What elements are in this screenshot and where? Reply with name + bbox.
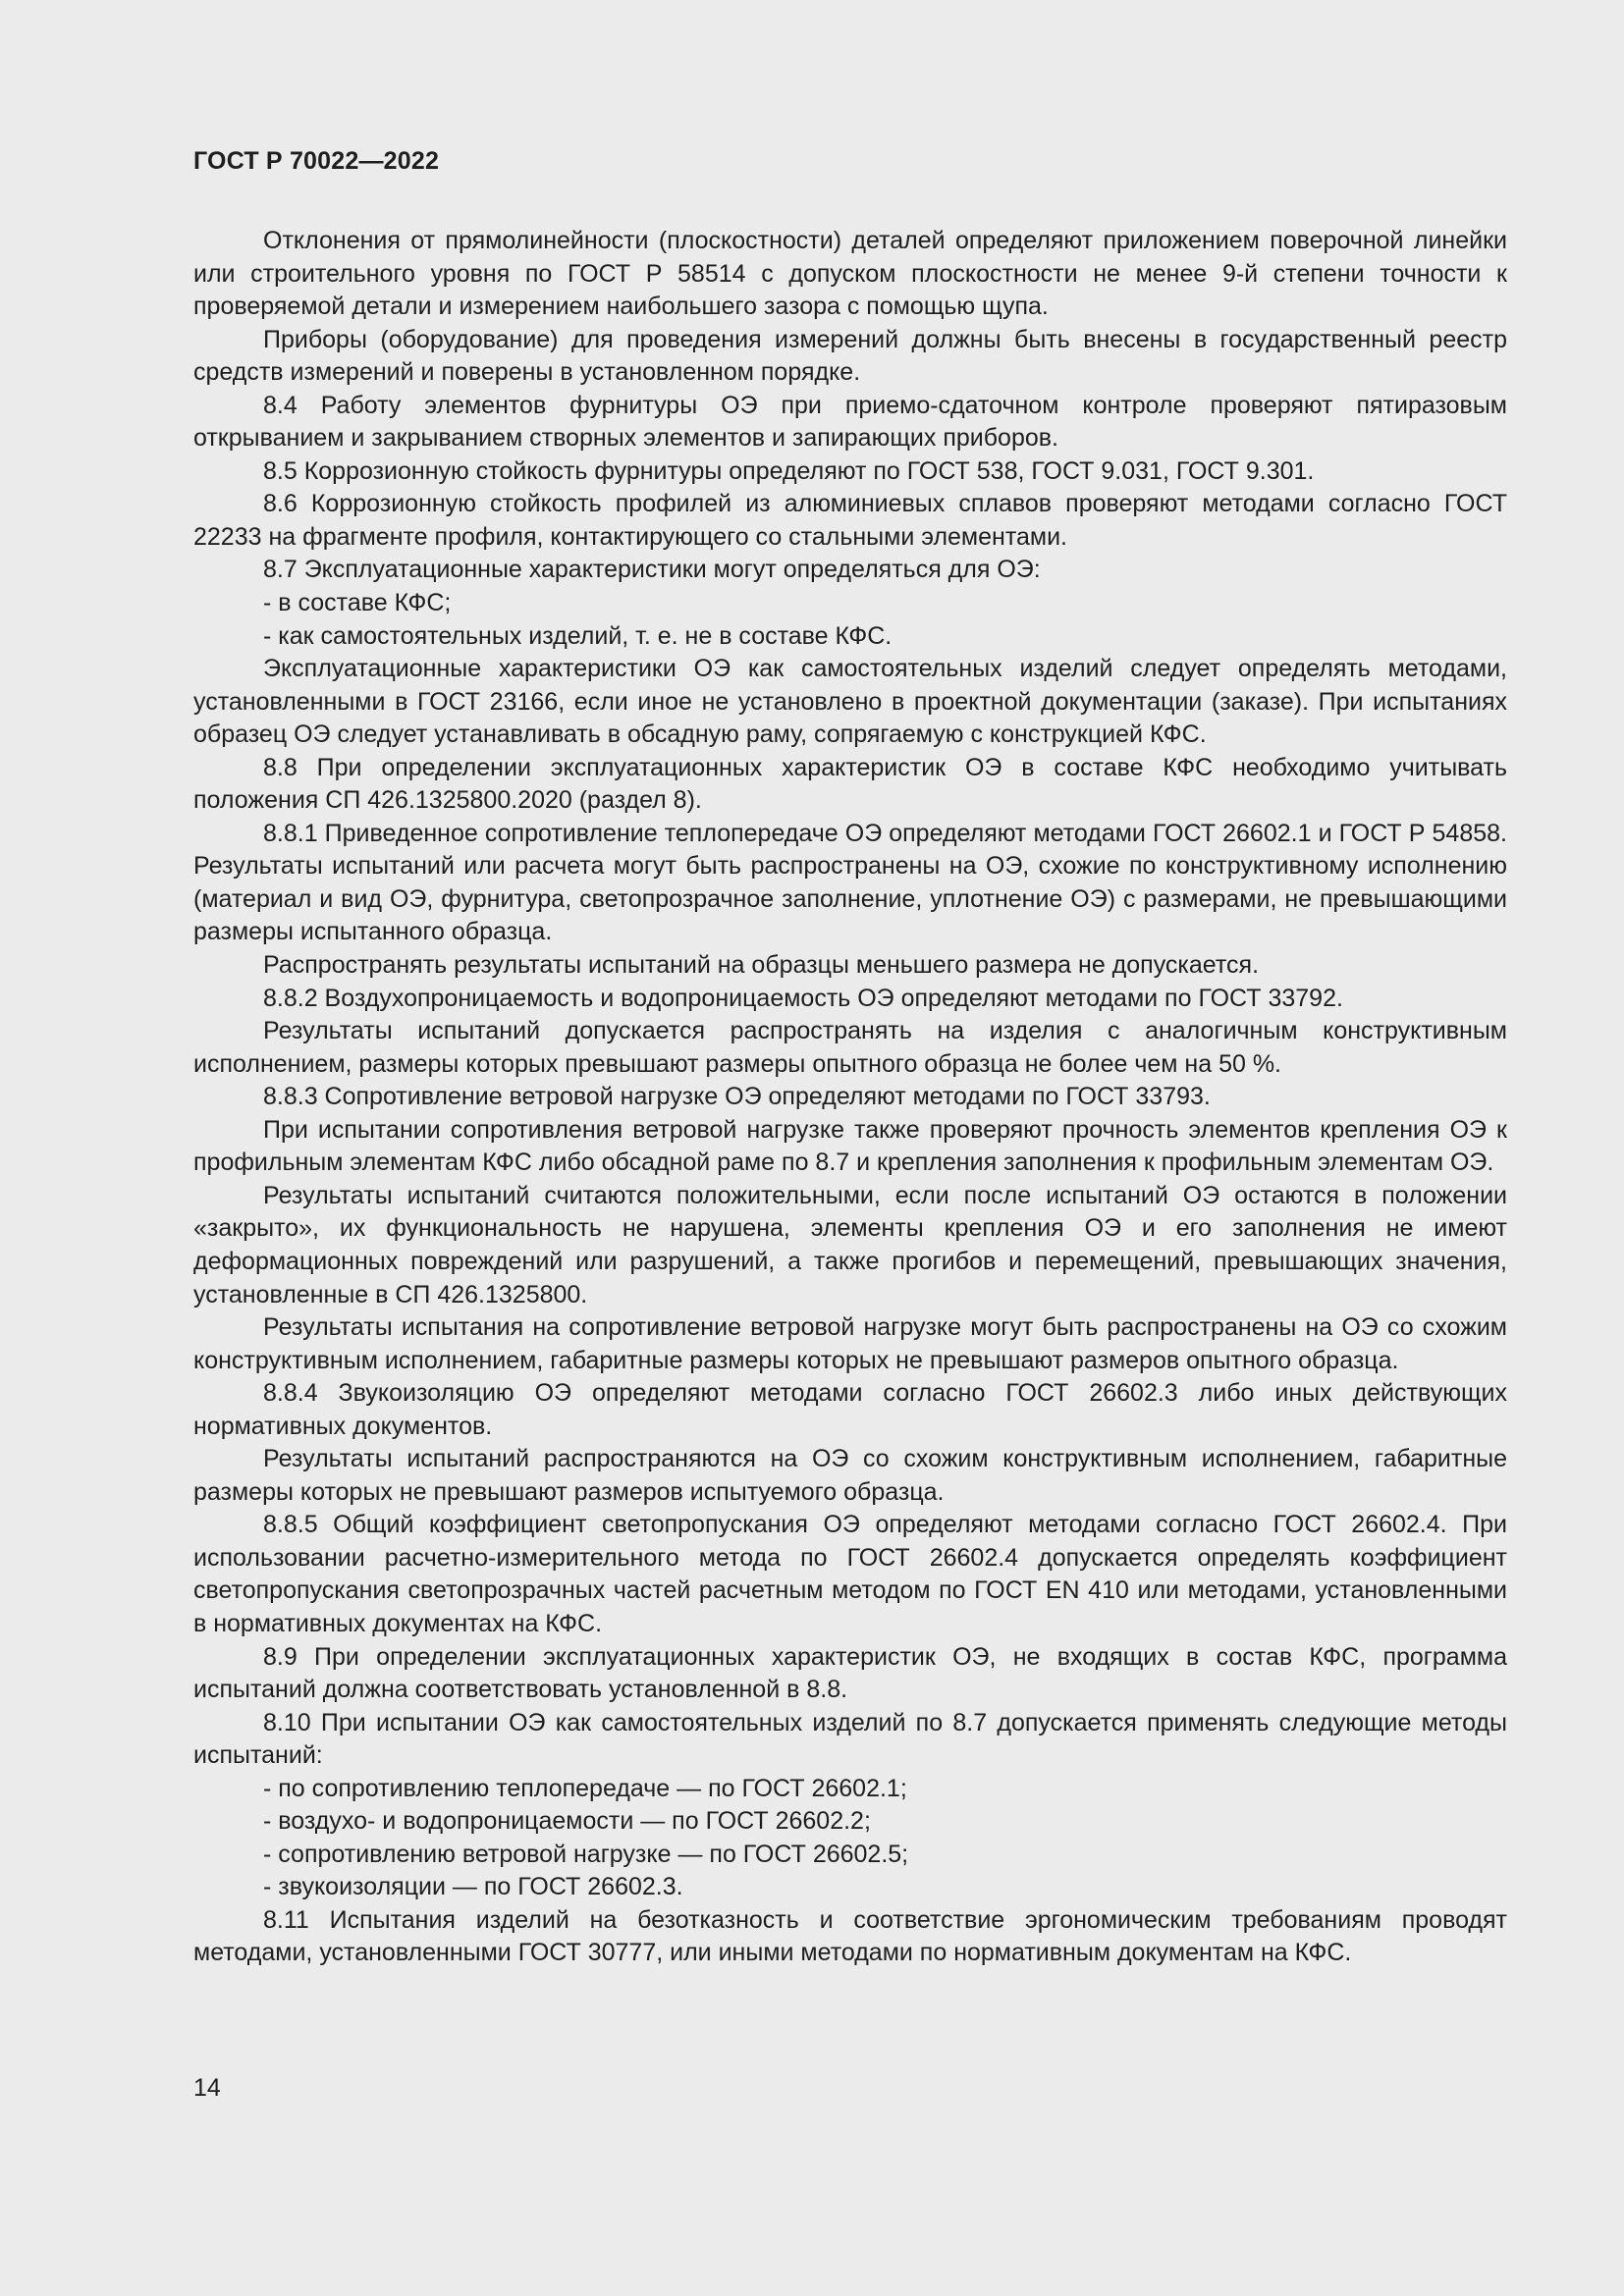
paragraph: 8.4 Работу элементов фурнитуры ОЭ при приемо-сдаточном контроле проверяют пятиразовым открыванием и закрыванием створных элементов и запирающих приборов. bbox=[193, 391, 1507, 453]
paragraph: 8.9 При определении эксплуатационных характеристик ОЭ, не входящих в состав КФС, программа испытаний должна соответствовать установленной в 8.8. bbox=[193, 1642, 1507, 1704]
paragraph: 8.6 Коррозионную стойкость профилей из алюминиевых сплавов проверяют методами согласно ГОСТ 22233 на фрагменте профиля, контактирующего со стальными элементами. bbox=[193, 490, 1507, 551]
document-body bbox=[193, 225, 1507, 1970]
paragraph: 8.8 При определении эксплуатационных характеристик ОЭ в составе КФС необходимо учитывать положения СП 426.1325800.2020 (раздел 8). bbox=[193, 753, 1507, 815]
paragraph: Распространять результаты испытаний на образцы меньшего размера не допускается. bbox=[263, 951, 1260, 980]
paragraph: 8.5 Коррозионную стойкость фурнитуры определяют по ГОСТ 538, ГОСТ 9.031, ГОСТ 9.301. bbox=[263, 456, 1315, 485]
paragraph: Отклонения от прямолинейности (плоскостности) деталей определяют приложением поверочной линейки или строительного уровня по ГОСТ Р 58514 с допуском плоскостности не менее 9-й степени точности к проверяемой детали и измерением наибольшего зазора с помощью щупа. bbox=[193, 227, 1507, 321]
paragraph: 8.11 Испытания изделий на безотказность и соответствие эргономическим требованиям проводят методами, установленными ГОСТ 30777, или иными методами по нормативным документам на КФС. bbox=[193, 1905, 1507, 1967]
list-item: - воздухо- и водопроницаемости — по ГОСТ 26602.2; bbox=[263, 1807, 871, 1836]
paragraph: Результаты испытания на сопротивление ветровой нагрузке могут быть распространены на ОЭ со схожим конструктивным исполнением, габаритные размеры которых не превышают размеров опытного образца. bbox=[193, 1313, 1507, 1374]
paragraph: Результаты испытаний считаются положительными, если после испытаний ОЭ остаются в положении «закрыто», их функциональность не нарушена, элементы крепления ОЭ и его заполнения не имеют деформационных повреждений или разрушений, а также прогибов и перемещений, превышающих значения, установленные в СП 426.1325800. bbox=[193, 1181, 1507, 1308]
paragraph: 8.7 Эксплуатационные характеристики могут определяться для ОЭ: bbox=[263, 556, 1041, 584]
list-item: - по сопротивлению теплопередаче — по ГОСТ 26602.1; bbox=[263, 1774, 907, 1802]
paragraph: Результаты испытаний распространяются на ОЭ со схожим конструктивным исполнением, габаритные размеры которых не превышают размеров испытуемого образца. bbox=[193, 1445, 1507, 1506]
paragraph: 8.8.3 Сопротивление ветровой нагрузке ОЭ определяют методами по ГОСТ 33793. bbox=[263, 1083, 1211, 1111]
paragraph: 8.8.5 Общий коэффициент светопропускания ОЭ определяют методами согласно ГОСТ 26602.4. При использовании расчетно-измерительного метода по ГОСТ 26602.4 допускается определять коэффициент светопропускания светопрозрачных частей расчетным методом по ГОСТ EN 410 или методами, установленными в нормативных документах на КФС. bbox=[193, 1511, 1507, 1637]
page-number: 14 bbox=[193, 2074, 221, 2102]
paragraph: 8.8.2 Воздухопроницаемость и водопроницаемость ОЭ определяют методами по ГОСТ 33792. bbox=[263, 984, 1343, 1012]
list-item: - в составе КФС; bbox=[263, 589, 452, 617]
paragraph: Результаты испытаний допускается распространять на изделия с аналогичным конструктивным исполнением, размеры которых превышают размеры опытного образца не более чем на 50 %. bbox=[193, 1017, 1507, 1078]
paragraph: При испытании сопротивления ветровой нагрузке также проверяют прочность элементов крепления ОЭ к профильным элементам КФС либо обсадной раме по 8.7 и крепления заполнения к профильным элементам ОЭ. bbox=[193, 1115, 1507, 1177]
paragraph: Эксплуатационные характеристики ОЭ как самостоятельных изделий следует определять методами, установленными в ГОСТ 23166, если иное не установлено в проектной документации (заказе). При испытаниях образец ОЭ следует устанавливать в обсадную раму, сопрягаемую с конструкцией КФС. bbox=[193, 655, 1507, 749]
document-header: ГОСТ Р 70022—2022 bbox=[193, 147, 440, 175]
paragraph: 8.10 При испытании ОЭ как самостоятельных изделий по 8.7 допускается применять следующие методы испытаний: bbox=[193, 1708, 1507, 1770]
list-item: - как самостоятельных изделий, т. е. не в составе КФС. bbox=[263, 621, 893, 650]
paragraph: 8.8.1 Приведенное сопротивление теплопередаче ОЭ определяют методами ГОСТ 26602.1 и ГОСТ Р 54858. Результаты испытаний или расчета могут быть распространены на ОЭ, схожие по конструктивному исполнению (материал и вид ОЭ, фурнитура, светопрозрачное заполнение, уплотнение ОЭ) с размерами, не превышающими размеры испытанного образца. bbox=[193, 819, 1507, 946]
list-item: - сопротивлению ветровой нагрузке — по ГОСТ 26602.5; bbox=[263, 1840, 909, 1868]
paragraph: 8.8.4 Звукоизоляцию ОЭ определяют методами согласно ГОСТ 26602.3 либо иных действующих нормативных документов. bbox=[193, 1379, 1507, 1440]
paragraph: Приборы (оборудование) для проведения измерений должны быть внесены в государственный реестр средств измерений и поверены в установленном порядке. bbox=[193, 325, 1507, 387]
list-item: - звукоизоляции — по ГОСТ 26602.3. bbox=[263, 1873, 683, 1901]
